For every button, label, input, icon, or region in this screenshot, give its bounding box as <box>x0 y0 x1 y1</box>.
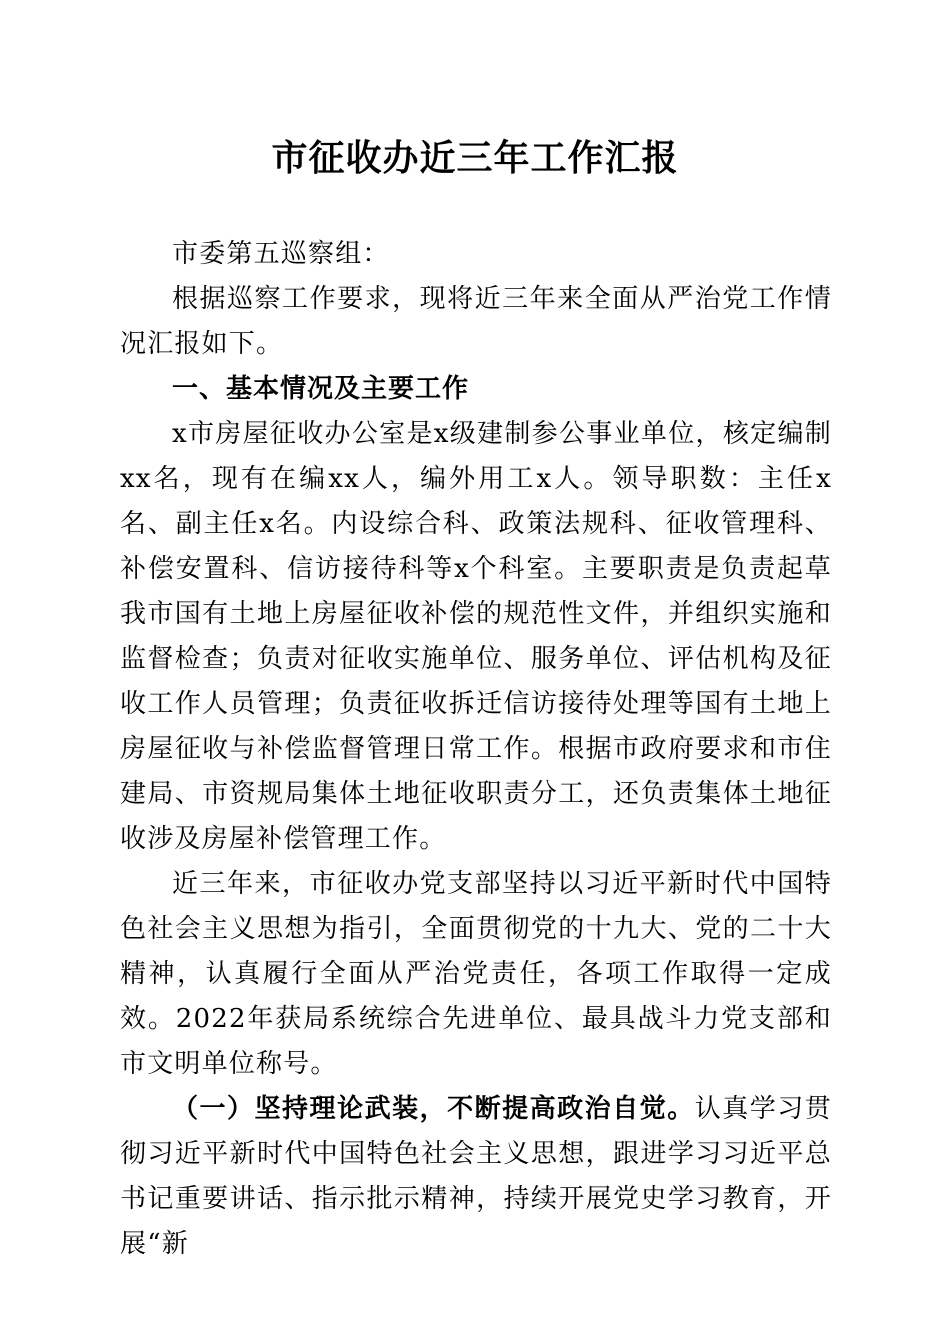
document-title: 市征收办近三年工作汇报 <box>271 137 679 179</box>
salutation: 市委第五巡察组： <box>172 239 390 269</box>
document-body <box>120 232 832 1267</box>
subsection-heading: （一）坚持理论武装，不断提高政治自觉。 <box>172 1094 695 1124</box>
intro-paragraph: 根据巡察工作要求，现将近三年来全面从严治党工作情况汇报如下。 <box>120 284 832 359</box>
paragraph-basic-info: x市房屋征收办公室是x级建制参公事业单位，核定编制xx名，现有在编xx人，编外用工x人。领导职数：主任x名、副主任x名。内设综合科、政策法规科、征收管理科、补偿安置科、信访接待科等x个科室。主要职责是负责起草我市国有土地上房屋征收补偿的规范性文件，并组织实施和监督检查；负责对征收实施单位、服务单位、评估机构及征收工作人员管理；负责征收拆迁信访接待处理等国有土地上房屋征收与补偿监督管理日常工作。根据市政府要求和市住建局、市资规局集体土地征收职责分工，还负责集体土地征收涉及房屋补偿管理工作。 <box>120 419 832 854</box>
section-heading: 一、基本情况及主要工作 <box>172 374 470 404</box>
subsection-paragraph <box>120 1087 832 1267</box>
subsection-text: 认真学习贯彻习近平新时代中国特色社会主义思想，跟进学习习近平总书记重要讲话、指示批示精神，持续开展党史学习教育，开展“新 <box>120 1094 832 1259</box>
paragraph-achievements: 近三年来，市征收办党支部坚持以习近平新时代中国特色社会主义思想为指引，全面贯彻党的十九大、党的二十大精神，认真履行全面从严治党责任，各项工作取得一定成效。2022年获局系统综合先进单位、最具战斗力党支部和市文明单位称号。 <box>120 869 832 1079</box>
